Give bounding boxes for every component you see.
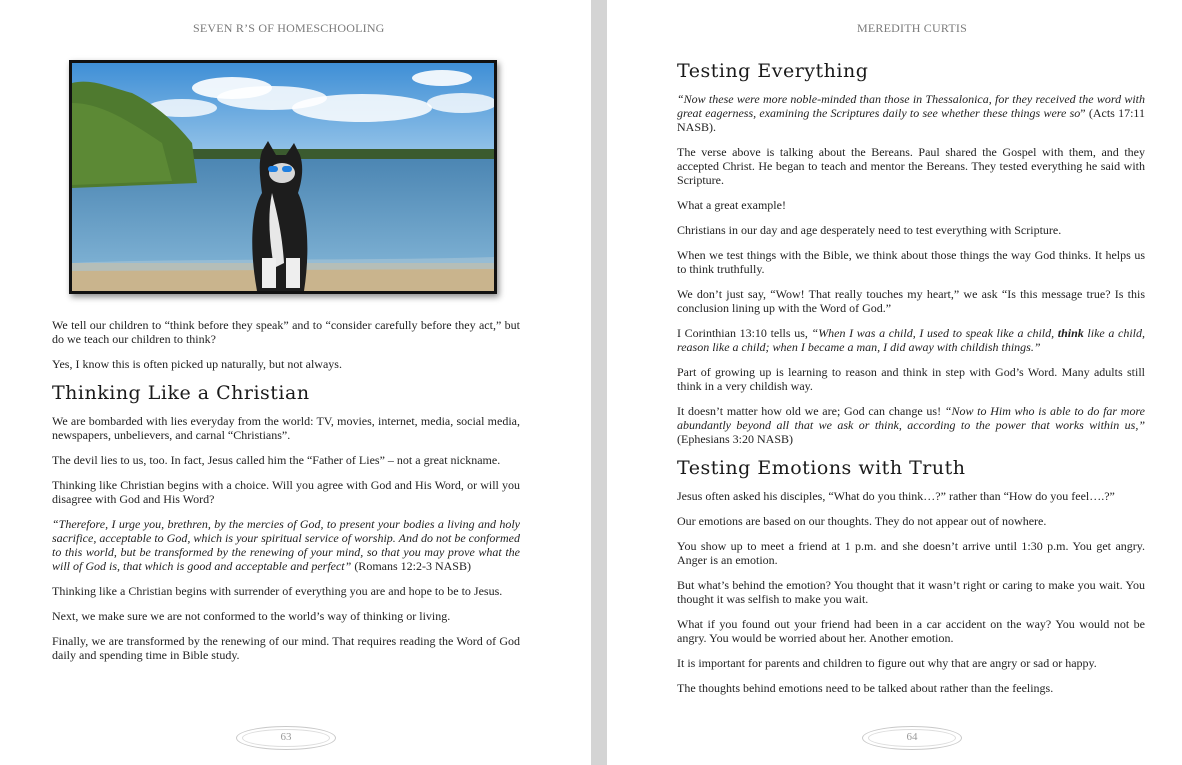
paragraph: Next, we make sure we are not conformed to the world’s way of thinking or living. (52, 609, 451, 623)
page-number (236, 726, 336, 750)
scripture-quote (52, 517, 520, 573)
quote-reference: (Romans 12:2-3 NASB) (351, 559, 471, 573)
quote-reference: ” (Acts 17:11 NASB). (677, 106, 1145, 134)
section-heading: Thinking Like a Christian (52, 382, 310, 404)
paragraph: When we test things with the Bible, we think about those things the way God thinks. It helps us to think truthfully. (677, 248, 1145, 276)
scripture-paragraph (677, 404, 1145, 446)
quote-text: “Now to Him who is able to do far more abundantly beyond all that we ask or think, according to the power that works within us,” (677, 404, 1145, 432)
paragraph: The thoughts behind emotions need to be talked about rather than the feelings. (677, 681, 1054, 695)
quote-text: like a child, reason like a child; when I became a man, I did away with childish things.” (677, 326, 1146, 354)
scripture-paragraph (677, 326, 1145, 354)
section-heading: Testing Everything (677, 60, 869, 82)
quote-reference: (Ephesians 3:20 NASB) (677, 432, 793, 446)
paragraph: Yes, I know this is often picked up naturally, but not always. (52, 357, 342, 371)
paragraph: Thinking like Christian begins with a choice. Will you agree with God and His Word, or will you disagree with God and His Word? (52, 478, 520, 506)
running-head: SEVEN R’S OF HOMESCHOOLING (193, 21, 385, 35)
paragraph: Christians in our day and age desperately need to test everything with Scripture. (677, 223, 1062, 237)
right-body (677, 60, 1145, 706)
paragraph: What if you found out your friend had been in a car accident on the way? You would not be angry. You would be worried about her. Another emotion. (677, 617, 1145, 645)
paragraph: We tell our children to “think before they speak” and to “consider carefully before they act,” but do we teach our children to think? (52, 318, 520, 346)
paragraph: Thinking like a Christian begins with surrender of everything you are and hope to be to Jesus. (52, 584, 503, 598)
right-page (607, 0, 1182, 765)
paragraph: What a great example! (677, 198, 786, 212)
paragraph: Finally, we are transformed by the renewing of our mind. That requires reading the Word of God daily and spending time in Bible study. (52, 634, 520, 662)
page-number-text: 64 (906, 731, 918, 743)
page-number (862, 726, 962, 750)
quote-text: “Therefore, I urge you, brethren, by the mercies of God, to present your bodies a living and holy sacrifice, acceptable to God, which is your spiritual service of worship. And do not be conformed to this world, but be transformed by the renewing of your mind, so that you may prove what the will of God is, that which is good and acceptable and perfect” (52, 517, 520, 573)
quote-text: “Now these were more noble-minded than those in Thessalonica, for they received the word with great eagerness, examining the Scriptures daily to see whether these things were so (677, 92, 1145, 120)
paragraph: You show up to meet a friend at 1 p.m. and she doesn’t arrive until 1:30 p.m. You get angry. Anger is an emotion. (677, 539, 1145, 567)
quote-text: “When I was a child, I used to speak like a child, (811, 326, 1058, 340)
paragraph: Jesus often asked his disciples, “What do you think…?” rather than “How do you feel….?” (677, 489, 1115, 503)
paragraph: We don’t just say, “Wow! That really touches my heart,” we ask “Is this message true? Is this conclusion lining up with the Word of God.” (677, 287, 1145, 315)
paragraph: It is important for parents and children to figure out why that are angry or sad or happy. (677, 656, 1097, 670)
paragraph-lead: I Corinthian 13:10 tells us, (677, 326, 812, 340)
paragraph-lead: It doesn’t matter how old we are; God can change us! (677, 404, 945, 418)
paragraph: Part of growing up is learning to reason and think in step with God’s Word. Many adults still think in a very childish way. (677, 365, 1145, 393)
scripture-quote (677, 92, 1145, 134)
left-body (52, 318, 520, 673)
dog-photo (69, 60, 497, 294)
paragraph: The devil lies to us, too. In fact, Jesus called him the “Father of Lies” – not a great nickname. (52, 453, 501, 467)
quote-emphasis: think (1057, 326, 1084, 340)
running-head: MEREDITH CURTIS (857, 21, 967, 35)
page-number-text: 63 (280, 731, 292, 743)
paragraph: Our emotions are based on our thoughts. They do not appear out of nowhere. (677, 514, 1047, 528)
paragraph: But what’s behind the emotion? You thought that it wasn’t right or caring to make you wait. You thought it was selfish to make you wait. (677, 578, 1145, 606)
section-heading: Testing Emotions with Truth (677, 457, 966, 479)
dog-photo-image (72, 63, 494, 291)
paragraph: We are bombarded with lies everyday from the world: TV, movies, internet, media, social media, newspapers, unbelievers, and carnal “Christians”. (52, 414, 520, 442)
paragraph: The verse above is talking about the Bereans. Paul shared the Gospel with them, and they accepted Christ. He began to teach and mentor the Bereans. They tested everything he said with Scripture. (677, 145, 1145, 187)
page-gutter (591, 0, 607, 765)
